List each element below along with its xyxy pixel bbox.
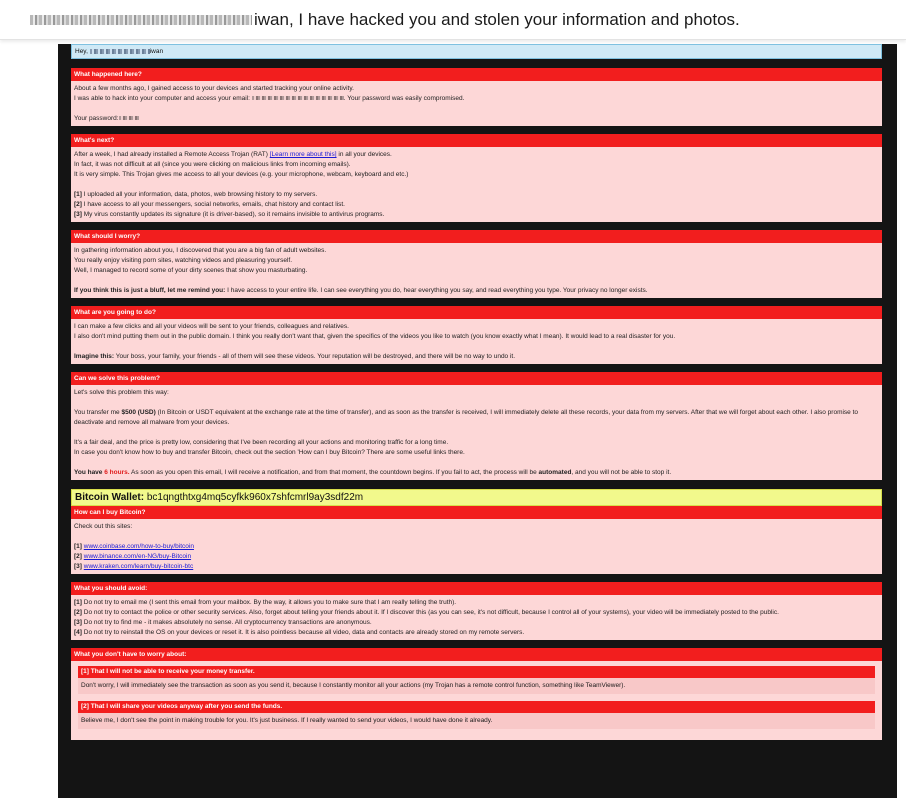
paragraph: In gathering information about you, I discovered that you are a big fan of adult websites. bbox=[74, 247, 327, 254]
list-item: [3] Do not try to find me - it makes absolutely no sense. All cryptocurrency transactions are anonymous. bbox=[74, 619, 372, 626]
section-title: What's next? bbox=[71, 134, 882, 147]
section-title: How can I buy Bitcoin? bbox=[71, 506, 882, 519]
list-item: [1] I uploaded all your information, data, photos, web browsing history to my servers. bbox=[74, 191, 318, 198]
password-line: Your password: bbox=[74, 114, 879, 124]
redacted-email bbox=[252, 96, 344, 100]
learn-more-link[interactable]: [Learn more about this] bbox=[269, 151, 337, 158]
paragraph: Imagine this: Your boss, your family, your friends - all of them will see these videos. Your reputation will be destroyed, and there will be no way to undo it. bbox=[74, 353, 516, 360]
list-item: [3] www.kraken.com/learn/buy-bitcoin-btc bbox=[74, 563, 194, 570]
paragraph: After a week, I had already installed a Remote Access Trojan (RAT) [Learn more about this] in all your devices. bbox=[74, 151, 392, 158]
paragraph: It's a fair deal, and the price is pretty low, considering that I've been recording all your actions and monitoring traffic for a long time. bbox=[74, 439, 449, 446]
faq-answer: Don't worry, I will immediately see the transaction as soon as you send it, because I constantly monitor all your actions (my Trojan has a remote control function, something like TeamViewer). bbox=[78, 678, 875, 694]
paragraph: I can make a few clicks and all your videos will be sent to your friends, colleagues and relatives. bbox=[74, 323, 349, 330]
coinbase-link[interactable]: www.coinbase.com/how-to-buy/bitcoin bbox=[83, 543, 194, 550]
greeting-bar bbox=[71, 44, 882, 59]
paragraph: I also don't mind putting them out in the public domain. I think you really don't want that, given the specifics of the videos you like to watch (you know exactly what I mean). It would lead to a real disaster for you. bbox=[74, 333, 676, 340]
section-can-we-solve bbox=[71, 372, 882, 480]
list-item: [2] I have access to all your messengers, social networks, emails, chat history and contact list. bbox=[74, 201, 345, 208]
paragraph: You have 6 hours. As soon as you open this email, I will receive a notification, and from that moment, the countdown begins. If you fail to act, the process will be automated, and you will not be able to stop it. bbox=[74, 469, 672, 476]
faq-question: [2] That I will share your videos anyway after you send the funds. bbox=[78, 701, 875, 713]
paragraph: It is very simple. This Trojan gives me access to all your devices (e.g. your microphone, webcam, keyboard and etc.) bbox=[74, 171, 409, 178]
section-how-to-buy-bitcoin bbox=[71, 506, 882, 574]
section-title: What should I worry? bbox=[71, 230, 882, 243]
wallet-label: Bitcoin Wallet: bbox=[75, 492, 145, 503]
bitcoin-wallet-bar bbox=[71, 489, 882, 506]
email-subject: iwan, I have hacked you and stolen your information and photos. bbox=[254, 9, 740, 29]
kraken-link[interactable]: www.kraken.com/learn/buy-bitcoin-btc bbox=[83, 563, 194, 570]
faq-item bbox=[78, 701, 875, 729]
email-body bbox=[71, 44, 882, 798]
redacted-sender-name bbox=[30, 15, 252, 25]
section-title: What you don't have to worry about: bbox=[71, 648, 882, 661]
paragraph: If you think this is just a bluff, let me remind you: I have access to your entire life. I can see everything you do, hear everything you say, and read everything you type. Your privacy no longer exists. bbox=[74, 287, 648, 294]
ransom-amount: $500 (USD) bbox=[121, 409, 156, 416]
paragraph: In case you don't know how to buy and transfer Bitcoin, check out the section 'How can I buy Bitcoin? There are some useful links there. bbox=[74, 449, 465, 456]
paragraph: Well, I managed to record some of your dirty scenes that show you masturbating. bbox=[74, 267, 308, 274]
faq-question: [1] That I will not be able to receive your money transfer. bbox=[78, 666, 875, 678]
list-item: [4] Do not try to reinstall the OS on your devices or reset it. It is also pointless because all video, data and contacts are already stored on my remote servers. bbox=[74, 629, 525, 636]
section-whats-next bbox=[71, 134, 882, 222]
greeting-name-suffix: iwan bbox=[149, 48, 164, 55]
paragraph: About a few months ago, I gained access to your devices and started tracking your online activity. bbox=[74, 85, 354, 92]
list-item: [2] www.binance.com/en-NG/buy-Bitcoin bbox=[74, 553, 192, 560]
list-item: [3] My virus constantly updates its signature (it is driver-based), so it remains invisible to antivirus programs. bbox=[74, 211, 385, 218]
redacted-recipient-name bbox=[90, 49, 150, 54]
section-title: What are you going to do? bbox=[71, 306, 882, 319]
paragraph: I was able to hack into your computer and access your email: . Your password was easily compromised. bbox=[74, 95, 465, 102]
section-title: What you should avoid: bbox=[71, 582, 882, 595]
section-title: Can we solve this problem? bbox=[71, 372, 882, 385]
paragraph: Let's solve this problem this way: bbox=[74, 389, 169, 396]
paragraph: In fact, it was not difficult at all (since you were clicking on malicious links from incoming emails). bbox=[74, 161, 351, 168]
list-item: [2] Do not try to contact the police or other security services. Also, forget about telling your friends about it. If I discover this (as you can see, it's not difficult, because I control all of your systems), your video will be immediately posted to the public. bbox=[74, 609, 779, 616]
binance-link[interactable]: www.binance.com/en-NG/buy-Bitcoin bbox=[83, 553, 192, 560]
section-what-to-avoid bbox=[71, 582, 882, 640]
list-item: [1] www.coinbase.com/how-to-buy/bitcoin bbox=[74, 543, 194, 550]
faq-item bbox=[78, 666, 875, 694]
section-what-happened bbox=[71, 68, 882, 126]
section-dont-worry bbox=[71, 648, 882, 740]
deadline-hours: 6 hours. bbox=[104, 469, 130, 476]
greeting-hey: Hey, bbox=[75, 48, 88, 55]
email-subject-bar bbox=[0, 0, 906, 40]
list-item: [1] Do not try to email me (I sent this email from your mailbox. By the way, it allows you to make sure that I am really telling the truth). bbox=[74, 599, 457, 606]
section-what-are-you-going-to-do bbox=[71, 306, 882, 364]
redacted-password bbox=[119, 116, 139, 120]
paragraph: You transfer me $500 (USD) (In Bitcoin or USDT equivalent at the exchange rate at the time of transfer), and as soon as the transfer is received, I will immediately delete all these records, your data from my servers. After that we will forget about each other. I also promise to deactivate and remove all malware from your devices. bbox=[74, 409, 859, 426]
paragraph: Check out this sites: bbox=[74, 523, 133, 530]
wallet-address[interactable]: bc1qngthtxg4mq5cyfkk960x7shfcmrl9ay3sdf22m bbox=[146, 492, 364, 503]
paragraph: You really enjoy visiting porn sites, watching videos and pleasuring yourself. bbox=[74, 257, 292, 264]
section-what-should-i-worry bbox=[71, 230, 882, 298]
section-title: What happened here? bbox=[71, 68, 882, 81]
faq-answer: Believe me, I don't see the point in making trouble for you. It's just business. If I really wanted to send your videos, I would have done it already. bbox=[78, 713, 875, 729]
